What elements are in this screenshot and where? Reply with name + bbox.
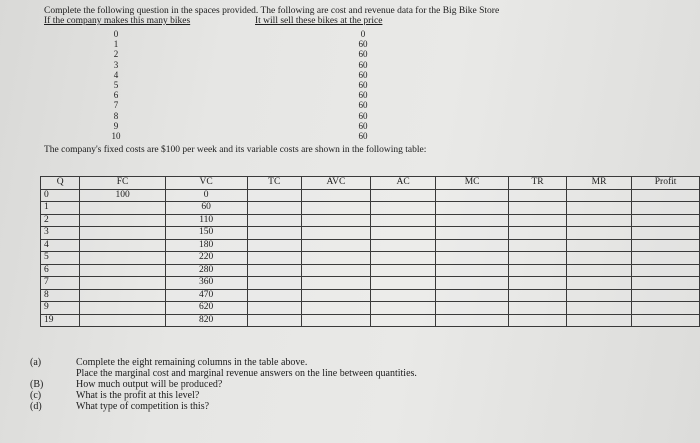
table-cell-avc[interactable] (301, 227, 370, 240)
table-cell-mr[interactable] (566, 227, 631, 240)
cost-revenue-table (40, 176, 700, 327)
question-text: Complete the eight remaining columns in the table above. (76, 357, 308, 368)
table-cell-mr[interactable] (566, 189, 631, 202)
table-cell-ac[interactable] (371, 252, 436, 265)
table-row (41, 214, 700, 227)
table-cell-profit[interactable] (632, 264, 700, 277)
table-cell-tc[interactable] (247, 302, 301, 315)
price-value: 0 (360, 29, 366, 39)
table-cell-mr[interactable] (566, 314, 631, 327)
cost-note: The company's fixed costs are $100 per week and its variable costs are shown in the following table: (44, 145, 427, 155)
table-cell-mr[interactable] (566, 289, 631, 302)
quantity-value: 2 (113, 49, 119, 60)
table-cell-q: 1 (41, 202, 80, 215)
table-cell-q: 7 (41, 277, 80, 290)
column-header-tc: TC (247, 177, 301, 190)
table-cell-fc[interactable] (80, 289, 165, 302)
table-cell-profit[interactable] (632, 239, 700, 252)
table-cell-tc[interactable] (247, 314, 301, 327)
question-label: (c) (30, 390, 42, 401)
table-cell-avc[interactable] (301, 189, 370, 202)
quantity-value: 4 (113, 69, 119, 80)
table-cell-ac[interactable] (371, 189, 436, 202)
table-cell-ac[interactable] (371, 264, 436, 277)
table-cell-avc[interactable] (301, 289, 370, 302)
table-cell-avc[interactable] (301, 314, 370, 327)
table-cell-avc[interactable] (301, 214, 370, 227)
question-text: Place the marginal cost and marginal revenue answers on the line between quantities. (76, 368, 417, 379)
table-row (41, 314, 700, 327)
question-text: How much output will be produced? (76, 379, 223, 390)
table-cell-profit[interactable] (632, 189, 700, 202)
table-header-row (41, 177, 700, 190)
quantity-value: 8 (113, 110, 119, 121)
quantity-value: 7 (113, 100, 119, 111)
table-cell-avc[interactable] (301, 239, 370, 252)
table-cell-ac[interactable] (371, 214, 436, 227)
table-cell-fc[interactable] (80, 214, 165, 227)
table-cell-fc[interactable] (80, 277, 165, 290)
question-label: (a) (30, 357, 42, 368)
table-row (41, 227, 700, 240)
table-cell-ac[interactable] (371, 202, 436, 215)
price-value: 60 (358, 69, 368, 80)
question-item (30, 390, 417, 401)
table-cell-ac[interactable] (371, 314, 436, 327)
table-cell-tc[interactable] (247, 277, 301, 290)
table-cell-tc[interactable] (247, 264, 301, 277)
table-cell-mr[interactable] (566, 239, 631, 252)
table-cell-vc: 60 (165, 202, 247, 215)
table-cell-fc[interactable] (80, 302, 165, 315)
quantity-value: 1 (113, 39, 119, 50)
table-cell-ac[interactable] (371, 289, 436, 302)
table-row (41, 289, 700, 302)
table-cell-vc: 0 (165, 189, 247, 202)
table-cell-mc[interactable] (436, 189, 509, 202)
question-item (30, 379, 417, 390)
price-value: 60 (358, 90, 368, 101)
table-cell-avc[interactable] (301, 202, 370, 215)
table-cell-profit[interactable] (632, 252, 700, 265)
table-row (41, 189, 700, 202)
question-list (30, 357, 417, 412)
table-cell-fc[interactable] (80, 252, 165, 265)
table-cell-mc[interactable] (436, 239, 509, 252)
table-cell-q: 5 (41, 252, 80, 265)
column-header-tr: TR (509, 177, 567, 190)
question-label: (B) (30, 379, 44, 390)
quantity-value: 6 (113, 90, 119, 101)
question-text: What is the profit at this level? (76, 390, 200, 401)
table-cell-mr[interactable] (566, 214, 631, 227)
table-cell-vc: 180 (165, 239, 247, 252)
table-cell-q: 2 (41, 214, 80, 227)
table-cell-profit[interactable] (632, 289, 700, 302)
table-cell-mc[interactable] (436, 202, 509, 215)
table-cell-mr[interactable] (566, 264, 631, 277)
table-cell-vc: 150 (165, 227, 247, 240)
price-value: 60 (358, 49, 368, 60)
column-header-avc: AVC (301, 177, 370, 190)
table-cell-ac[interactable] (371, 227, 436, 240)
column-header-vc: VC (165, 177, 247, 190)
table-cell-vc: 470 (165, 289, 247, 302)
table-cell-mr[interactable] (566, 302, 631, 315)
table-cell-profit[interactable] (632, 227, 700, 240)
table-cell-tc[interactable] (247, 189, 301, 202)
question-label: (d) (30, 401, 42, 412)
table-cell-fc[interactable] (80, 264, 165, 277)
price-column-header: It will sell these bikes at the price (255, 16, 383, 26)
price-value: 60 (358, 130, 368, 141)
table-cell-profit[interactable] (632, 302, 700, 315)
table-cell-mc[interactable] (436, 227, 509, 240)
table-cell-q: 6 (41, 264, 80, 277)
table-cell-vc: 220 (165, 252, 247, 265)
column-header-mr: MR (566, 177, 631, 190)
quantity-value: 9 (113, 120, 119, 131)
table-cell-profit[interactable] (632, 314, 700, 327)
price-list (355, 29, 371, 141)
table-cell-q: 9 (41, 302, 80, 315)
price-value: 60 (358, 79, 368, 90)
table-cell-mr[interactable] (566, 202, 631, 215)
column-header-q: Q (41, 177, 80, 190)
table-cell-q: 3 (41, 227, 80, 240)
table-cell-tr[interactable] (509, 202, 567, 215)
table-cell-tr[interactable] (509, 314, 567, 327)
column-header-profit: Profit (632, 177, 700, 190)
table-cell-mc[interactable] (436, 302, 509, 315)
question-item (30, 401, 417, 412)
column-header-ac: AC (371, 177, 436, 190)
table-cell-tc[interactable] (247, 227, 301, 240)
quantity-list (108, 29, 124, 141)
question-item (30, 357, 417, 368)
instructions-heading: Complete the following question in the spaces provided. The following are cost and revenue data for the Big Bike Store (44, 6, 500, 16)
column-header-mc: MC (436, 177, 509, 190)
table-cell-mc[interactable] (436, 214, 509, 227)
table-cell-tc[interactable] (247, 214, 301, 227)
table-cell-vc: 620 (165, 302, 247, 315)
table-cell-mc[interactable] (436, 252, 509, 265)
table-cell-mr[interactable] (566, 252, 631, 265)
table-cell-mc[interactable] (436, 264, 509, 277)
quantity-value: 3 (113, 59, 119, 70)
table-cell-tr[interactable] (509, 277, 567, 290)
table-cell-vc: 820 (165, 314, 247, 327)
table-cell-fc[interactable] (80, 202, 165, 215)
table-row (41, 252, 700, 265)
table-cell-tc[interactable] (247, 202, 301, 215)
table-cell-mc[interactable] (436, 289, 509, 302)
table-cell-tr[interactable] (509, 214, 567, 227)
table-cell-ac[interactable] (371, 277, 436, 290)
table-cell-vc: 280 (165, 264, 247, 277)
table-row (41, 264, 700, 277)
table-row (41, 202, 700, 215)
table-row (41, 239, 700, 252)
table-cell-avc[interactable] (301, 264, 370, 277)
table-cell-profit[interactable] (632, 214, 700, 227)
price-value: 60 (358, 59, 368, 70)
table-cell-ac[interactable] (371, 302, 436, 315)
quantity-column-header: If the company makes this many bikes (44, 16, 191, 26)
price-value: 60 (358, 100, 368, 111)
quantity-value: 0 (113, 29, 119, 39)
table-cell-q: 8 (41, 289, 80, 302)
table-cell-q: 4 (41, 239, 80, 252)
question-label (30, 368, 76, 379)
table-cell-mr[interactable] (566, 277, 631, 290)
table-cell-tr[interactable] (509, 189, 567, 202)
table-cell-avc[interactable] (301, 302, 370, 315)
quantity-value: 10 (111, 130, 121, 141)
price-value: 60 (358, 110, 368, 121)
price-value: 60 (358, 120, 368, 131)
price-value: 60 (358, 39, 368, 50)
table-cell-mc[interactable] (436, 277, 509, 290)
column-header-fc: FC (80, 177, 165, 190)
table-cell-avc[interactable] (301, 252, 370, 265)
table-cell-tr[interactable] (509, 227, 567, 240)
quantity-value: 5 (113, 79, 119, 90)
table-cell-profit[interactable] (632, 202, 700, 215)
table-cell-tc[interactable] (247, 239, 301, 252)
question-item (30, 368, 417, 379)
table-cell-ac[interactable] (371, 239, 436, 252)
table-cell-fc[interactable] (80, 239, 165, 252)
table-cell-avc[interactable] (301, 277, 370, 290)
table-cell-q: 19 (41, 314, 80, 327)
table-row (41, 302, 700, 315)
table-cell-profit[interactable] (632, 277, 700, 290)
table-cell-fc[interactable] (80, 227, 165, 240)
table-cell-tr[interactable] (509, 302, 567, 315)
table-cell-fc[interactable] (80, 314, 165, 327)
table-cell-tc[interactable] (247, 289, 301, 302)
table-cell-fc: 100 (80, 189, 165, 202)
table-cell-tc[interactable] (247, 252, 301, 265)
table-cell-tr[interactable] (509, 252, 567, 265)
table-cell-vc: 110 (165, 214, 247, 227)
table-cell-mc[interactable] (436, 314, 509, 327)
table-cell-tr[interactable] (509, 264, 567, 277)
table-cell-tr[interactable] (509, 239, 567, 252)
table-row (41, 277, 700, 290)
table-cell-tr[interactable] (509, 289, 567, 302)
question-text: What type of competition is this? (76, 401, 210, 412)
table-cell-q: 0 (41, 189, 80, 202)
table-cell-vc: 360 (165, 277, 247, 290)
